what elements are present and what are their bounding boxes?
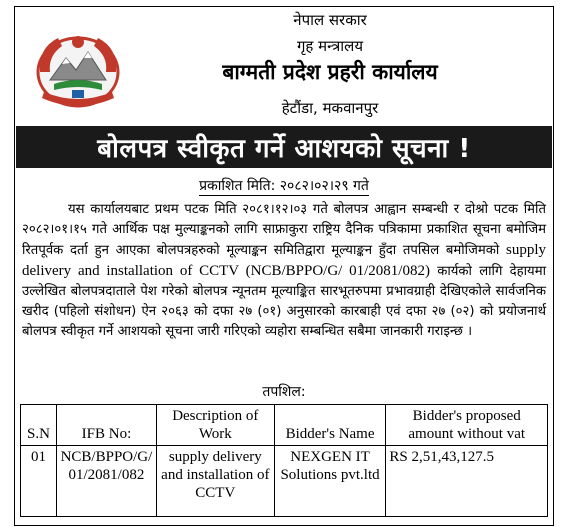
cell-bidder: NEXGEN IT Solutions pvt.ltd [274, 446, 386, 517]
body-part2: कार्यको लागि देहायमा उल्लेखित बोलपत्रदाताले पेश गरेको बोलपत्र न्यूनतम मूल्याङ्कित सारभूतरुपमा प्रभावग्राही देखिएकोले सार्वजनिक खरीद (पहिलो संशोधन) ऐन २०६३ को दफा २७ (०१) अनुसारको कारबाही एवं दफा २७ (०२) को प्रयोजनार्थ बोलपत्र स्वीकृत गर्ने आशयको सूचना जारी गरिएको व्यहोरा सम्बन्धित सबैमा जानकारी गराइन्छ । [22, 264, 546, 339]
table-row [21, 446, 548, 517]
table-header-row [21, 405, 548, 446]
bid-table [20, 404, 548, 517]
header-country: नेपाल सरकार [293, 11, 367, 29]
header-location: हेटौंडा, मकवानपुर [281, 99, 379, 117]
header-amount: Bidder's proposed amount without vat [386, 405, 548, 446]
table-caption: तपशिल: [262, 384, 306, 400]
cell-amount: RS 2,51,43,127.5 [386, 446, 548, 517]
body-work-title: supply delivery and installation of CCTV (NCB/BPPO/G/ 01/2081/082) [22, 242, 546, 279]
cell-description: supply delivery and installation of CCTV [156, 446, 274, 517]
header-office: बाग्मती प्रदेश प्रहरी कार्यालय [222, 60, 438, 84]
header-description: Description of Work [156, 405, 274, 446]
header-ifb: IFB No: [56, 405, 156, 446]
notice-title-banner [16, 126, 552, 168]
cell-sn: 01 [21, 446, 57, 517]
cell-ifb: NCB/BPPO/G/ 01/2081/082 [56, 446, 156, 517]
header-sn: S.N [21, 405, 57, 446]
header-ministry: गृह मन्त्रालय [296, 37, 364, 55]
body-part1: यस कार्यालयबाट प्रथम पटक मिति २०८१।१२।०३ गते बोलपत्र आह्वान सम्बन्धी र दोश्रो पटक मिति २०८२।०१।१५ गते आर्थिक पक्ष मुल्याङ्कनको लागि साफ्राकुरा राष्ट्रिय दैनिक पत्रिकामा प्रकाशित सूचना बमोजिम रितपूर्वक दर्ता हुन आएका बोलपत्रहरुको मूल्याङ्कन समितिद्वारा मूल्याङ्कन हुँदा तपसिल बमोजिमको [22, 202, 546, 258]
header-bidder: Bidder's Name [274, 405, 386, 446]
published-date [0, 176, 568, 195]
notice-title: बोलपत्र स्वीकृत गर्ने आशयको सूचना ! [97, 134, 471, 164]
notice-body [22, 200, 546, 342]
published-date-text: प्रकाशित मिति: २०८२।०२।२९ गते [199, 178, 369, 194]
